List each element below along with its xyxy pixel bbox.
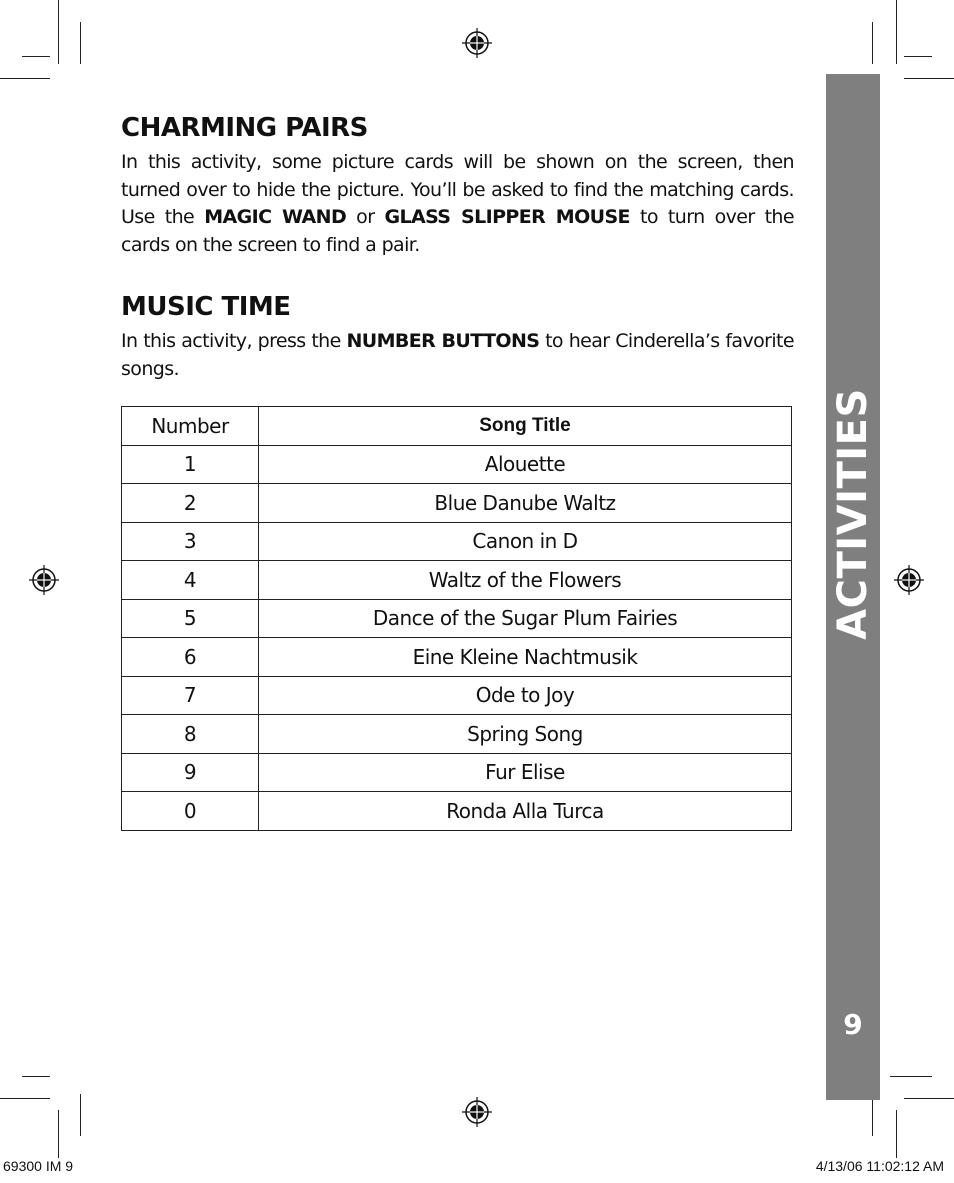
section-heading: MUSIC TIME	[121, 292, 291, 322]
crop-mark	[22, 56, 50, 57]
table-row	[122, 599, 792, 638]
song-title-cell: Dance of the Sugar Plum Fairies	[259, 599, 792, 638]
crop-mark	[872, 1094, 873, 1136]
section-heading: CHARMING PAIRS	[121, 113, 368, 143]
paragraph-text: to turn over the cards on the screen to find a pair.	[121, 206, 794, 256]
page-number: 9	[843, 1008, 863, 1041]
registration-mark-icon	[29, 565, 59, 595]
footer-right: 4/13/06 11:02:12 AM	[815, 1158, 944, 1174]
song-number-cell: 4	[122, 561, 259, 600]
song-title-cell: Ode to Joy	[259, 676, 792, 715]
column-header-song-title: Song Title	[259, 407, 792, 446]
song-title-cell: Blue Danube Waltz	[259, 484, 792, 523]
crop-mark	[0, 1098, 50, 1099]
crop-mark	[80, 1094, 81, 1136]
table-row	[122, 753, 792, 792]
table-row	[122, 638, 792, 677]
crop-mark	[58, 0, 59, 64]
paragraph-text: In this activity, press the	[121, 330, 347, 352]
section-music-time	[121, 292, 794, 383]
table-row	[122, 792, 792, 831]
table-row	[122, 676, 792, 715]
paragraph-bold-text: NUMBER BUTTONS	[346, 330, 540, 352]
crop-mark	[904, 78, 954, 79]
crop-mark	[890, 1076, 932, 1077]
song-number-cell: 3	[122, 522, 259, 561]
table-row	[122, 484, 792, 523]
song-title-cell: Fur Elise	[259, 753, 792, 792]
song-title-cell: Spring Song	[259, 715, 792, 754]
registration-mark-icon	[462, 1097, 492, 1127]
section-charming-pairs	[121, 113, 794, 259]
table-header-row	[122, 407, 792, 446]
song-table	[121, 406, 792, 831]
section-paragraph	[121, 149, 794, 259]
column-header-number: Number	[122, 407, 259, 446]
song-number-cell: 7	[122, 676, 259, 715]
song-number-cell: 1	[122, 445, 259, 484]
crop-mark	[904, 56, 932, 57]
song-title-cell: Waltz of the Flowers	[259, 561, 792, 600]
song-number-cell: 6	[122, 638, 259, 677]
crop-mark	[872, 22, 873, 64]
footer-left: 69300 IM 9	[3, 1158, 74, 1174]
song-number-cell: 5	[122, 599, 259, 638]
crop-mark	[0, 78, 50, 79]
table-row	[122, 522, 792, 561]
side-tab-label: ACTIVITIES	[830, 388, 876, 640]
song-number-cell: 0	[122, 792, 259, 831]
crop-mark	[896, 1110, 897, 1158]
crop-mark	[58, 1110, 59, 1158]
song-number-cell: 8	[122, 715, 259, 754]
paragraph-text: or	[346, 206, 385, 228]
registration-mark-icon	[462, 28, 492, 58]
paragraph-text: to hear Cinderella’s favorite songs.	[121, 330, 794, 380]
crop-mark	[22, 1076, 50, 1077]
table-row	[122, 715, 792, 754]
paragraph-bold-text: MAGIC WAND	[204, 206, 347, 228]
song-title-cell: Ronda Alla Turca	[259, 792, 792, 831]
paragraph-bold-text: GLASS SLIPPER MOUSE	[384, 206, 630, 228]
crop-mark	[904, 1098, 954, 1099]
registration-mark-icon	[894, 565, 924, 595]
paragraph-text: In this activity, some picture cards will be shown on the screen, then turned over to hide the picture. You’ll be asked to find the matching cards. Use the	[121, 151, 794, 228]
table-row	[122, 445, 792, 484]
crop-mark	[80, 22, 81, 64]
song-title-cell: Alouette	[259, 445, 792, 484]
section-paragraph	[121, 328, 794, 383]
table-row	[122, 561, 792, 600]
song-title-cell: Canon in D	[259, 522, 792, 561]
crop-mark	[896, 0, 897, 64]
song-title-cell: Eine Kleine Nachtmusik	[259, 638, 792, 677]
song-number-cell: 9	[122, 753, 259, 792]
main-content	[121, 113, 794, 383]
song-number-cell: 2	[122, 484, 259, 523]
